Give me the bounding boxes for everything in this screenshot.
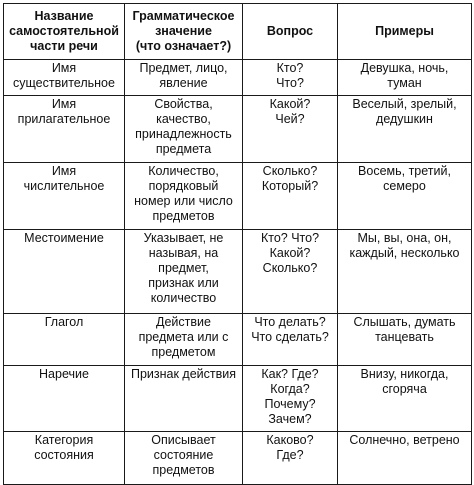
cell-question: Кто? Что? Какой? Сколько? <box>243 230 338 314</box>
table-row <box>4 60 472 96</box>
cell-meaning: Указывает, не называя, на предмет, признак или количество <box>125 230 243 314</box>
parts-of-speech-table <box>3 3 472 485</box>
cell-part-of-speech: Категория состояния <box>4 432 125 485</box>
header-question: Вопрос <box>243 4 338 60</box>
cell-meaning: Количество, порядковый номер или число предметов <box>125 163 243 230</box>
cell-question: Что делать? Что сделать? <box>243 314 338 366</box>
table-row <box>4 314 472 366</box>
cell-examples: Восемь, третий, семеро <box>338 163 472 230</box>
cell-examples: Солнечно, ветрено <box>338 432 472 485</box>
cell-question: Кто? Что? <box>243 60 338 96</box>
cell-examples: Мы, вы, она, он, каждый, несколько <box>338 230 472 314</box>
header-part-of-speech: Название самостоятельной части речи <box>4 4 125 60</box>
cell-question: Как? Где? Когда? Почему? Зачем? <box>243 366 338 432</box>
cell-part-of-speech: Местоимение <box>4 230 125 314</box>
cell-examples: Внизу, никогда, сгоряча <box>338 366 472 432</box>
cell-meaning: Свойства, качество, принадлежность предмета <box>125 96 243 163</box>
cell-part-of-speech: Имя прилагательное <box>4 96 125 163</box>
cell-meaning: Признак действия <box>125 366 243 432</box>
cell-part-of-speech: Наречие <box>4 366 125 432</box>
table-row <box>4 96 472 163</box>
cell-examples: Девушка, ночь, туман <box>338 60 472 96</box>
table-row <box>4 366 472 432</box>
table-header-row <box>4 4 472 60</box>
cell-meaning: Предмет, лицо, явление <box>125 60 243 96</box>
table-container <box>3 3 472 485</box>
cell-meaning: Описывает состояние предметов <box>125 432 243 485</box>
cell-question: Сколько? Который? <box>243 163 338 230</box>
cell-part-of-speech: Имя числительное <box>4 163 125 230</box>
table-row <box>4 230 472 314</box>
table-row <box>4 163 472 230</box>
cell-part-of-speech: Глагол <box>4 314 125 366</box>
cell-examples: Веселый, зрелый, дедушкин <box>338 96 472 163</box>
cell-question: Какой? Чей? <box>243 96 338 163</box>
cell-examples: Слышать, думать танцевать <box>338 314 472 366</box>
cell-meaning: Действие предмета или с предметом <box>125 314 243 366</box>
cell-question: Каково? Где? <box>243 432 338 485</box>
cell-part-of-speech: Имя существительное <box>4 60 125 96</box>
header-meaning: Грамматическое значение (что означает?) <box>125 4 243 60</box>
table-row <box>4 432 472 485</box>
header-examples: Примеры <box>338 4 472 60</box>
